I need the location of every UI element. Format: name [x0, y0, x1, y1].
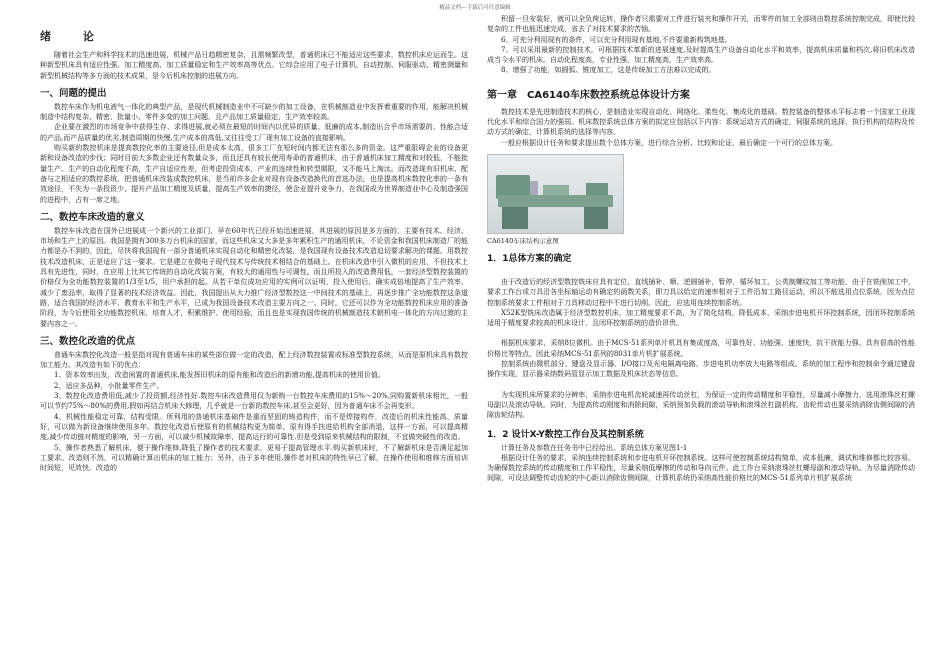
paragraph: 企业要在激烈的市场竞争中获得生存、求得进展,就必须在最短的时间内以优异的质量、低廉的成本,制造出合乎市场需要的、性能合适的产品,而产品质量的优劣,制造周期的快慢,生产成本的高低,又往往受工厂现有加工设备的直接影响。	[40, 123, 468, 142]
chapter-heading: 第一章 CA6140车床数控系统总体设计方案	[487, 89, 690, 101]
paragraph: 根据设计任务的要求，采纳连续控制系统和步进电机开环控制系统。这样可使控制系统结构简单，成本低廉，调试和维修都比较容易。为确保数控系统的传动精度和工作平稳性，尽量采纳低摩擦的传动和导向元件。此工作台采纳滚珠丝杠螺母副和滚动导轨。为尽量消除传动间隙，可设法调整传动齿轮的中心距以消除齿侧间隙，计算机系统仍采纳高性能价格比的MCS-51系列单片机扩展系统	[487, 453, 915, 483]
paragraph: 一般应根据设计任务和要求提出数个总体方案，进行综合分析、比较和论证，最后确定一个可行的总体方案。	[501, 138, 837, 147]
paragraph: X52K型铣床改造属于经济型数控机床，加工精度要求不高，为了简化结构，降低成本，采纳步进电机开环控制系统，因闭环控制系统适用于精度要求较高的机床设计，且闭环控制系统的造价昂贵。	[487, 308, 915, 328]
list-item: 3、数控化改造费用低,减少了投资额,经济性好.数控车床改造费用仅为新购一台数控车床费用的15%～20%,同购置新机床相比，一般可以节约75%～80%的费用,假如再结合机床大修理，几乎就是一台新的数控车床,甚至会更好，因为普通车床不会再变形。	[40, 392, 468, 411]
paragraph: 控制系统由微机部分、键盘及显示器、I/O接口及光电隔离电路、步进电机功率放大电路等组成。系统的加工程序和控制命令通过键盘操作实现，显示器采纳数码管显示加工数据及机床状态等信息。	[487, 360, 915, 379]
list-item: 2、适应多品种，小批量零件生产。	[54, 381, 164, 390]
list-item: 6、可充分利用现有的条件，可以充分利用现有基地,不许要重新构筑地基。	[501, 35, 732, 44]
paragraph: 数控车床改造在国外已进展成一个新兴的工业部门，早在60年代已经开始迅速进展，其进展的原因是多方面的，主要有技术、经济、市场和生产上的原因。我国是拥有300多万台机床的国家，而这些机床又大多是多年累积生产的通用机床，不论资金和我国机床制造厂的能力都是办不到的。因此，尽快将我国现有一部分普通机床实现自动化和精密化改装，是我国现有设备技术改造迫切要求解决的课题。用数控技术改造机床，正是适应了这一要求。它是建立在微电子现代技术与传统技术相结合的基础上。在机床改造中引入微机的应用，不但技术上具有先进性，同时，在应用上比其它传统的自动化改装方案，有较大的通用性与可调性。而且所投入的改造费用低，一套经济型数控装置的价格仅为全功能数控装置的1/3至1/5，用户承担的起。从若干单位成功应用的实例可以证明，投入使用后，确实成倍地提高了生产效率，减少了废品率，取得了显著的技术经济效益。因此，我国提出从大力推广经济型数控这一中间技术的基础上，再逐步推广全功能数控这条道路，适合我国的经济水平、教育水平和生产水平，已成为我国设备技术改造主要方向之一。同时，它还可以作为全功能数控机床应用的准备阶段，为今后使用全功能数控机床，培育人才，积累维护、使用经验，而且也是实现我国传统的机械制造技术朝机电一体化的方向过渡的主要内容之一。	[40, 226, 468, 328]
paragraph: 计算任务及参数在任务书中已经给出。系统总体方案见图1-1	[501, 443, 688, 452]
lathe-figure	[487, 154, 624, 234]
lathe-leg	[584, 207, 608, 229]
section-2-heading: 二、数控车床改造的意义	[40, 211, 145, 223]
lathe-bed	[498, 195, 613, 207]
figure-caption: CA6140车床结构示意图	[487, 236, 559, 245]
paragraph: 数控车床作为机电液气一体化的典型产品，是现代机械制造业中不可缺少的加工设备，在机械制造业中发挥着重要的作用，能解决机械制造中结构复杂、精密、批量小、零件多变的加工问题，且产品加工质量稳定、生产效率较高。	[40, 102, 468, 122]
section-1-2-heading: 1．2 设计X-Y数控工作台及其控制系统	[487, 429, 644, 440]
section-1-1-heading: 1．1总体方案的确定	[487, 253, 572, 264]
right-column	[487, 14, 915, 668]
page-title: 绪 论	[40, 30, 108, 43]
lathe-chuck	[530, 181, 538, 195]
paragraph: 由于改造后的经济型数控铣床应具有定位、直线插补、顺、逆圆插补，暂停，循环加工，公英制螺纹加工等功能，由于在铣削加工中，要求工作台或刀具沿各坐标轴运动有确定的函数关系，即刀具以给定的速率相对于工件沿加工路径运动，所以不能选用点位系统，因为点位控制系统要求工件相对于刀具移动过程中不进行切削。因此，应选用连续控制系统。	[487, 277, 915, 307]
section-3-heading: 三、数控化改造的优点	[40, 335, 136, 347]
header-note: 精品文档---下载后可任意编辑	[439, 5, 511, 11]
list-item: 8、增强了功能，如圆弧、锥度加工，这是传统加工方法难以完成的。	[501, 66, 716, 75]
list-item: 7、可以采用最新的控制技术，可根据技术革新的进展速度,及时提高生产设备自动化水平和效率，提高机床质量和档次,将旧机床改造成当今水平的机床。自动化程度高，专业性强，加工精度高，生产效率高。	[487, 45, 915, 65]
paragraph: 购买新的数控机床是提高数控化率的主要途径,但是成本太高，很多工厂在短时间内都无法有那么多的资金。这严重阻碍企业的设备更新和设备改造的步伐；同时目前大多数企业还有数量众多，而且还具有较长使用寿命的普通机床，由于普通机床加工精度和对较低，不能批量生产。生产的自动化程度不高，生产自适应性差，但考虑投资成本，产业的连续性和转型期限，又不能马上淘汰。而改造现有旧机床、配备与之相适应的数控系统，把普通机床改装成数控机床，是当前许多企业对现有设备改造换代的首选办法，也是提高机床数控化率的一条有效途径，不失为一条投资少、提升产品加工精度及质量，提高生产效率的捷径，使企业提升竞争力，在我国成为世界制造业中心及制造强国的进程中，占有一席之地。	[40, 144, 468, 204]
lathe-leg	[502, 207, 528, 229]
paragraph: 普通车床数控化改造一般是指对现有普通车床的某些部位做一定的改造，配上经济数控装置或标准型数控系统，从而是原机床具有数控加工能力。其改造有如下的优点：	[40, 350, 468, 370]
paragraph: 数控技术是先进制造技术的核心，是制造业实现自动化、网络化、柔性化、集成化的基础。数控装备的整体水平标志着一个国家工业现代化水平和综合国力的强弱。机床数控系统总体方案的拟定应包括以下内容：系统运动方式的确定，伺服系统的选择、执行机构的结构及传动方式的确定，计算机系统的选择等内容。	[487, 107, 915, 137]
paragraph: 为实现机床所要求的分辨率，采纳步进电机齿轮减速再传动丝杠，为保证一定的传动精度和平稳性，尽量减小摩擦力，选用滚珠丝杠螺母副以及滚动导轨。同时，为提高传动刚度和消除间隙，采纳预加负载的滚动导轨和滚珠丝杠副机构。齿轮传动也要采纳消除齿侧间隙的消隙齿轮结构。	[487, 390, 915, 420]
paragraph: 根据机床要求，采纳8位微机。由于MCS-51系列单片机具有集成度高，可靠性好、功能强、速度快、抗干扰能力强、具有很高的性能价格比等特点，因此采纳MCS-51系列的8031单片机扩展系统。	[487, 339, 915, 358]
intro-paragraph: 随着社会生产和科学技术的迅速进展，机械产品日趋精密复杂，且需频繁改型，普通机床已不能适应这些要求，数控机床应运而生。这种新型机床具有适应性强、加工精度高、加工质量稳定和生产效率高等优点。它综合应用了电子计算机、自动控制、伺服驱动、精密测量和新型机械结构等多方面的技术成果，是今后机床控制的进展方向。	[40, 51, 468, 80]
section-1-heading: 一、问题的提出	[40, 87, 107, 99]
list-item: 4、机械性能稳定可靠，结构受限。所利用的普通机床基础件是重而坚固的铸造构件，而不是焊接构件，改造后的机床性能高、质量好，可以做为新设备继续使用多年。数控化改造后使原有的机械结构更为简单，原有得手扶进给机构全部消退，这样一方面，可以提高精度,减少传动链对精度的影响，另一方面，可以减少机械故障率，提高运行的可靠性.但是受到原来机械结构的限制，不宜做突破性的改造。	[40, 412, 468, 442]
list-item: 1、资本效率出发，改造闲置的普通机床,能发挥旧机床的原有能和改造后的新增功能,提高机床的使用价值。	[54, 371, 385, 380]
left-column	[40, 28, 468, 668]
list-item: 5、操作者熟悉了解机床，便于操作维修,降低了操作者的技术要求，更易于提高管理水平.购买新机床时，不了解新机床是否满足起加工要求。改造则不然，可以精确计算出机床的加工能力；另外，由于多年使用,操作者对机床的特性早已了解，在操作使用和维修方面培训时间短，见效快。改造的	[40, 443, 468, 473]
paragraph: 积留一旦安装好，就可以全负荷运转，操作者只需要对工件进行装夹和操作开关，而零件的加工全部则由数控系统控制完成，即使比较复杂的工件也能迅速完成，省去了对技术要求的苦恼。	[487, 15, 915, 34]
